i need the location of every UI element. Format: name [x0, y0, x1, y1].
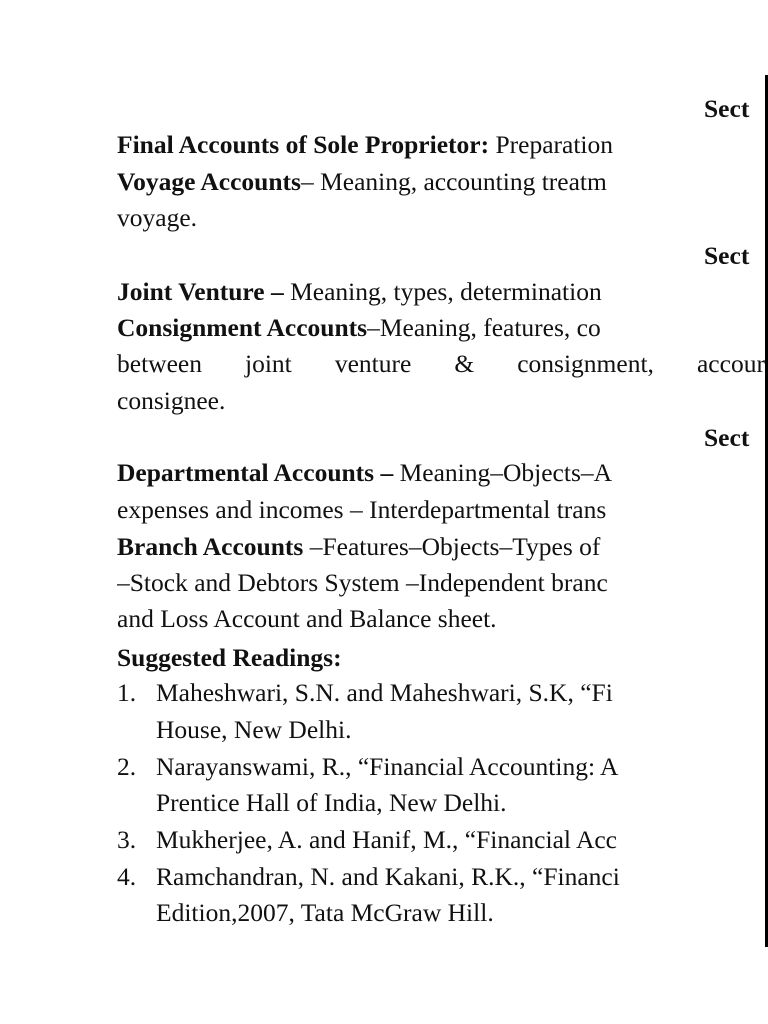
- reading-number: 1.: [117, 678, 137, 707]
- readings-heading: [117, 641, 765, 675]
- voyage-line-2: voyage.: [117, 203, 198, 232]
- reading-item-4-line-1: Ramchandran, N. and Kakani, R.K., “Financi: [156, 862, 620, 891]
- final-accounts-line: [117, 128, 765, 162]
- word: consignment,: [517, 349, 654, 378]
- branch-line-1: [117, 530, 765, 564]
- branch-text: –Features–Objects–Types of: [303, 532, 601, 561]
- reading-number: 4.: [117, 862, 137, 891]
- departmental-text: Meaning–Objects–A: [393, 458, 613, 487]
- word: accour: [696, 349, 765, 378]
- final-accounts-title: Final Accounts of Sole Proprietor:: [117, 130, 490, 159]
- joint-venture-line: [117, 275, 765, 309]
- section-heading: Sect: [704, 241, 750, 270]
- reading-item-4-line-2: Edition,2007, Tata McGraw Hill.: [156, 898, 494, 927]
- consignment-title: Consignment Accounts: [117, 313, 368, 342]
- reading-item-2-line-1: Narayanswami, R., “Financial Accounting: A: [156, 752, 619, 781]
- departmental-line-2: expenses and incomes – Interdepartmental trans: [117, 495, 607, 524]
- reading-item-3-line-1: Mukherjee, A. and Hanif, M., “Financial Acc: [156, 825, 617, 854]
- word: joint: [245, 349, 292, 378]
- departmental-line-1: [117, 456, 765, 490]
- voyage-text: – Meaning, accounting treatm: [300, 167, 607, 196]
- reading-item-2-line-2: Prentice Hall of India, New Delhi.: [156, 788, 507, 817]
- reading-number: 2.: [117, 752, 137, 781]
- word: between: [117, 349, 202, 378]
- consignment-line-1: [117, 311, 765, 345]
- branch-line-3: and Loss Account and Balance sheet.: [117, 604, 497, 633]
- reading-item-1-line-1: Maheshwari, S.N. and Maheshwari, S.K, “Fi: [156, 678, 613, 707]
- reading-number: 3.: [117, 825, 137, 854]
- consignment-text: –Meaning, features, co: [367, 313, 601, 342]
- consignment-line-2: [117, 347, 765, 381]
- voyage-title: Voyage Accounts: [117, 167, 301, 196]
- final-accounts-text: Preparation: [489, 130, 613, 159]
- voyage-line-1: [117, 165, 765, 199]
- consignment-line-3: consignee.: [117, 386, 226, 415]
- section-heading: Sect: [704, 94, 750, 123]
- reading-item-1-line-2: House, New Delhi.: [156, 715, 352, 744]
- readings-heading-text: Suggested Readings:: [117, 643, 342, 672]
- branch-line-2: –Stock and Debtors System –Independent branc: [117, 568, 608, 597]
- word: venture: [334, 349, 412, 378]
- departmental-title: Departmental Accounts –: [117, 458, 394, 487]
- section-heading: Sect: [704, 423, 750, 452]
- branch-title: Branch Accounts: [117, 532, 304, 561]
- word: &: [454, 349, 475, 378]
- joint-venture-text: Meaning, types, determination: [283, 277, 602, 306]
- joint-venture-title: Joint Venture –: [117, 277, 284, 306]
